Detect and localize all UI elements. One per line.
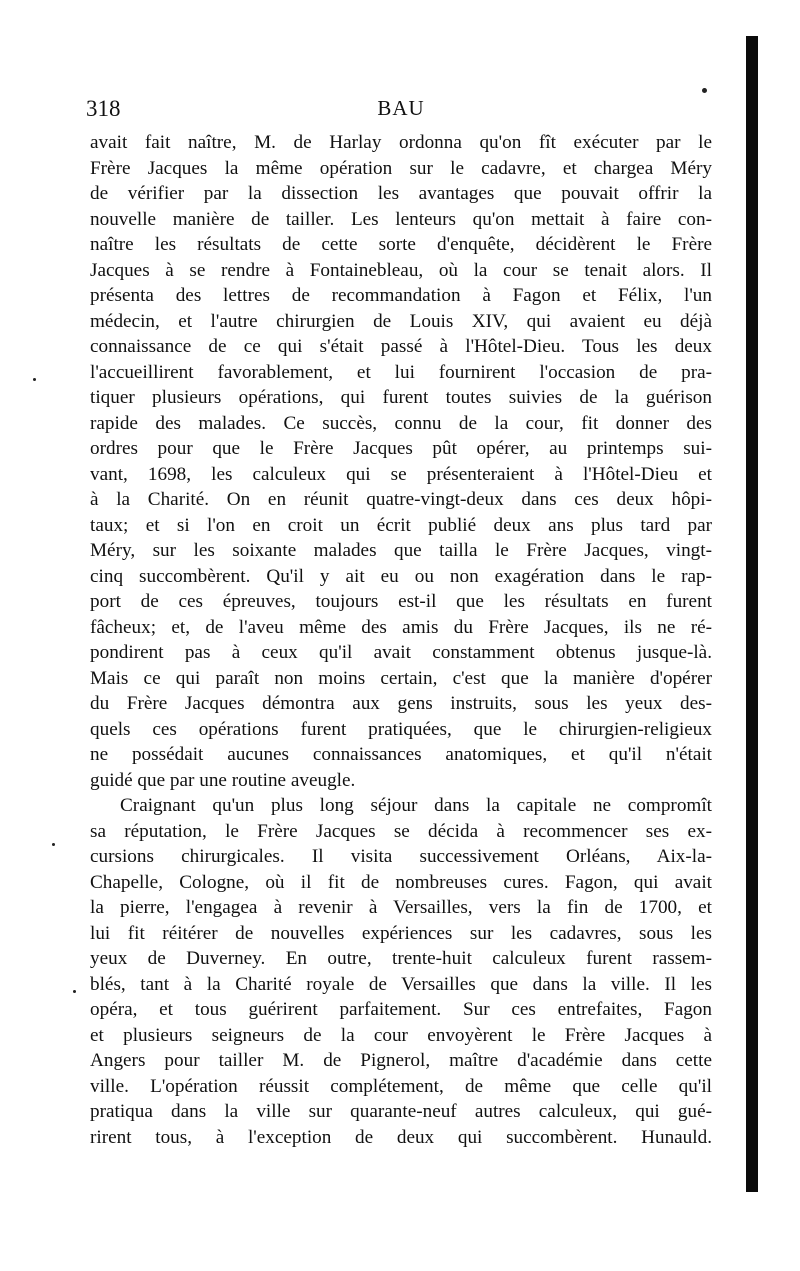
text-line: naître les résultats de cette sorte d'enquête, décidèrent le Frère xyxy=(90,234,712,255)
text-line: Frère Jacques la même opération sur le cadavre, et chargea Méry xyxy=(90,157,712,179)
text-line: connaissance de ce qui s'était passé à l'Hôtel-Dieu. Tous les deux xyxy=(90,336,712,357)
paragraph-start-line: Craignant qu'un plus long séjour dans la capitale ne compromît xyxy=(120,795,712,816)
text-line: nouvelle manière de tailler. Les lenteurs qu'on mettait à faire con- xyxy=(90,208,712,230)
text-line: Jacques à se rendre à Fontainebleau, où la cour se tenait alors. Il xyxy=(90,259,712,281)
text-line: rirent tous, à l'exception de deux qui succombèrent. Hunauld. xyxy=(90,1126,712,1148)
text-line: quels ces opérations furent pratiquées, que le chirurgien-religieux xyxy=(90,718,712,740)
text-line: rapide des malades. Ce succès, connu de la cour, fit donner des xyxy=(90,412,712,434)
running-head xyxy=(86,96,712,130)
text-line: ordres pour que le Frère Jacques pût opérer, au printemps sui- xyxy=(90,438,712,459)
text-line: ville. L'opération réussit complétement, de même que celle qu'il xyxy=(90,1075,712,1097)
text-line: cursions chirurgicales. Il visita successivement Orléans, Aix-la- xyxy=(90,846,712,867)
text-line: du Frère Jacques démontra aux gens instruits, sous les yeux des- xyxy=(90,693,712,714)
text-line: yeux de Duverney. En outre, trente-huit calculeux furent rassem- xyxy=(90,948,712,969)
text-line: port de ces épreuves, toujours est-il que les résultats en furent xyxy=(90,591,712,612)
text-line: Méry, sur les soixante malades que tailla le Frère Jacques, vingt- xyxy=(90,540,712,561)
text-line: avait fait naître, M. de Harlay ordonna qu'on fît exécuter par le xyxy=(90,132,712,153)
text-line: de vérifier par la dissection les avantages que pouvait offrir la xyxy=(90,183,712,204)
text-line: Mais ce qui paraît non moins certain, c'est que la manière d'opérer xyxy=(90,667,712,689)
scan-speck xyxy=(33,378,36,381)
text-line: cinq succombèrent. Qu'il y ait eu ou non exagération dans le rap- xyxy=(90,565,712,587)
text-line: Angers pour tailler M. de Pignerol, maître d'académie dans cette xyxy=(90,1050,712,1071)
page-number: 318 xyxy=(86,96,121,121)
scan-edge-bar xyxy=(746,36,758,1192)
text-line: pondirent pas à ceux qu'il avait constamment obtenus jusque-là. xyxy=(90,642,712,663)
paragraph-end-line: guidé que par une routine aveugle. xyxy=(90,769,356,791)
text-line: la pierre, l'engagea à revenir à Versailles, vers la fin de 1700, et xyxy=(90,897,712,918)
text-line: fâcheux; et, de l'aveu même des amis du Frère Jacques, ils ne ré- xyxy=(90,616,712,638)
scan-speck xyxy=(73,990,76,993)
book-page xyxy=(86,96,712,1150)
text-line: vant, 1698, les calculeux qui se présenteraient à l'Hôtel-Dieu et xyxy=(90,463,712,485)
running-head-title: BAU xyxy=(377,96,425,120)
text-line: l'accueillirent favorablement, et lui fournirent l'occasion de pra- xyxy=(90,361,712,383)
text-line: à la Charité. On en réunit quatre-vingt-deux dans ces deux hôpi- xyxy=(90,489,712,510)
text-line: opéra, et tous guérirent parfaitement. Sur ces entrefaites, Fagon xyxy=(90,999,712,1020)
body-text xyxy=(90,130,712,1150)
text-line: tiquer plusieurs opérations, qui furent toutes suivies de la guérison xyxy=(90,387,712,408)
text-line: médecin, et l'autre chirurgien de Louis XIV, qui avaient eu déjà xyxy=(90,310,712,332)
scan-speck xyxy=(702,88,707,93)
text-line: lui fit réitérer de nouvelles expériences sur les cadavres, sous les xyxy=(90,922,712,944)
text-line: blés, tant à la Charité royale de Versailles que dans la ville. Il les xyxy=(90,973,712,995)
scan-speck xyxy=(52,843,55,846)
text-line: présenta des lettres de recommandation à Fagon et Félix, l'un xyxy=(90,285,712,306)
text-line: pratiqua dans la ville sur quarante-neuf autres calculeux, qui gué- xyxy=(90,1101,712,1122)
text-line: taux; et si l'on en croit un écrit publié deux ans plus tard par xyxy=(90,514,712,536)
text-line: ne possédait aucunes connaissances anatomiques, et qu'il n'était xyxy=(90,744,712,765)
text-line: Chapelle, Cologne, où il fit de nombreuses cures. Fagon, qui avait xyxy=(90,871,712,893)
text-line: sa réputation, le Frère Jacques se décida à recommencer ses ex- xyxy=(90,820,712,842)
text-line: et plusieurs seigneurs de la cour envoyèrent le Frère Jacques à xyxy=(90,1024,712,1046)
